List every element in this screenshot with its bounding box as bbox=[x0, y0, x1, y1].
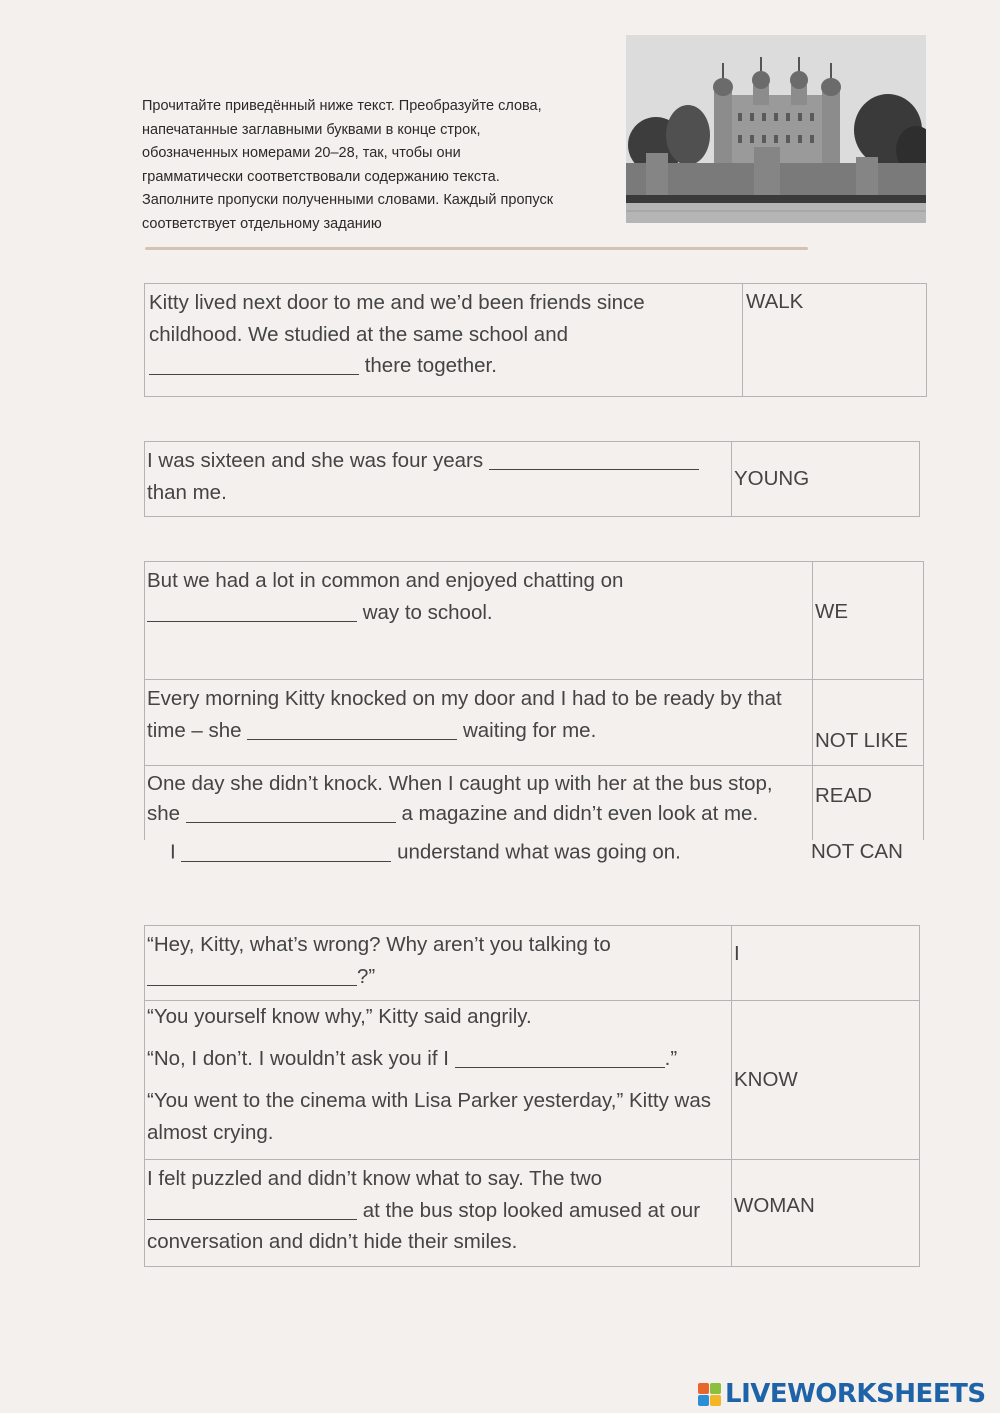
task-line-not-can bbox=[170, 840, 681, 865]
keyword: WE bbox=[815, 600, 849, 623]
task-text: way to school. bbox=[357, 600, 493, 624]
keyword-cell bbox=[732, 442, 920, 517]
keyword-cell bbox=[732, 1001, 920, 1160]
logo-text: LIVEWORKSHEETS bbox=[725, 1379, 986, 1409]
keyword-cell bbox=[813, 562, 924, 680]
task-text-cell bbox=[145, 442, 732, 517]
task-text: I was sixteen and she was four years bbox=[147, 449, 489, 472]
logo-mark-icon bbox=[698, 1381, 722, 1407]
task-text: “Hey, Kitty, what’s wrong? Why aren’t you talking to bbox=[147, 933, 611, 956]
tower-of-london-photo bbox=[626, 35, 926, 223]
answer-blank-not-like[interactable] bbox=[247, 718, 457, 740]
task-text: I bbox=[170, 840, 182, 864]
instruction-line: напечатанные заглавными буквами в конце строк, bbox=[142, 121, 481, 138]
keyword-cell bbox=[732, 1160, 920, 1267]
keyword: KNOW bbox=[734, 1068, 798, 1091]
task-text: a magazine and didn’t even look at me. bbox=[395, 802, 759, 825]
instruction-line: соответствует отдельному заданию bbox=[142, 215, 382, 232]
instruction-line: обозначенных номерами 20–28, так, чтобы они bbox=[142, 145, 461, 161]
keyword: READ bbox=[815, 784, 872, 807]
task-text-cell bbox=[145, 1001, 732, 1160]
answer-blank-i[interactable] bbox=[147, 964, 357, 986]
keyword: YOUNG bbox=[734, 467, 810, 490]
task-text: But we had a lot in common and enjoyed chatting on bbox=[147, 569, 624, 592]
task-text-cell bbox=[145, 284, 743, 397]
task-text: I felt puzzled and didn’t know what to say. The two bbox=[147, 1167, 603, 1190]
task-text-cell bbox=[145, 766, 813, 840]
task-text: understand what was going on. bbox=[391, 840, 681, 864]
answer-blank-read[interactable] bbox=[186, 802, 396, 824]
task-text-cell bbox=[145, 680, 813, 766]
task-text-cell bbox=[145, 1160, 732, 1267]
divider bbox=[145, 247, 808, 250]
task-table-3 bbox=[144, 561, 924, 840]
task-text-cell bbox=[145, 562, 813, 680]
answer-blank-not-can[interactable] bbox=[181, 840, 391, 862]
task-text: waiting for me. bbox=[457, 718, 597, 742]
task-text: “You went to the cinema with Lisa Parker yesterday,” Kitty was almost crying. bbox=[147, 1089, 712, 1144]
task-text: than me. bbox=[147, 480, 227, 504]
instructions bbox=[142, 95, 622, 236]
keyword-cell bbox=[732, 926, 920, 1001]
answer-blank-young[interactable] bbox=[489, 449, 699, 471]
keyword: NOT LIKE bbox=[815, 729, 909, 752]
keyword: WALK bbox=[746, 290, 804, 313]
keyword-cell bbox=[813, 680, 924, 766]
answer-blank-we[interactable] bbox=[147, 600, 357, 622]
liveworksheets-logo bbox=[698, 1377, 986, 1411]
answer-blank-woman[interactable] bbox=[147, 1198, 357, 1220]
keyword: WOMAN bbox=[734, 1194, 815, 1217]
task-text: One day she didn’t knock. When I caught up with her at the bus stop, she bbox=[147, 772, 773, 825]
keyword-cell bbox=[813, 766, 924, 840]
answer-blank-walk[interactable] bbox=[149, 354, 359, 376]
answer-blank-know[interactable] bbox=[455, 1047, 665, 1069]
task-table-1 bbox=[144, 283, 927, 397]
task-text: “No, I don’t. I wouldn’t ask you if I bbox=[147, 1047, 455, 1070]
task-text: there together. bbox=[359, 354, 497, 377]
task-text-cell bbox=[145, 926, 732, 1001]
keyword: NOT CAN bbox=[811, 840, 903, 863]
task-text: ?” bbox=[357, 964, 376, 988]
instruction-line: Заполните пропуски полученными словами. Каждый пропуск bbox=[142, 192, 554, 208]
instruction-line: грамматически соответствовали содержанию текста. bbox=[142, 168, 500, 185]
keyword: I bbox=[734, 942, 740, 965]
castle-image bbox=[626, 35, 926, 223]
instruction-line: Прочитайте приведённый ниже текст. Преобразуйте слова, bbox=[142, 98, 542, 114]
task-text: Kitty lived next door to me and we’d been friends since childhood. We studied at the same school and bbox=[149, 291, 645, 346]
task-text: Every morning Kitty knocked on my door and I had to be ready by that time – she bbox=[147, 687, 782, 742]
task-table-4 bbox=[144, 925, 920, 1267]
task-table-2 bbox=[144, 441, 920, 517]
keyword-cell bbox=[743, 284, 927, 397]
task-text: .” bbox=[664, 1047, 678, 1070]
task-text: “You yourself know why,” Kitty said angrily. bbox=[147, 1005, 532, 1028]
task-text: at the bus stop looked amused at our conversation and didn’t hide their smiles. bbox=[147, 1198, 701, 1253]
